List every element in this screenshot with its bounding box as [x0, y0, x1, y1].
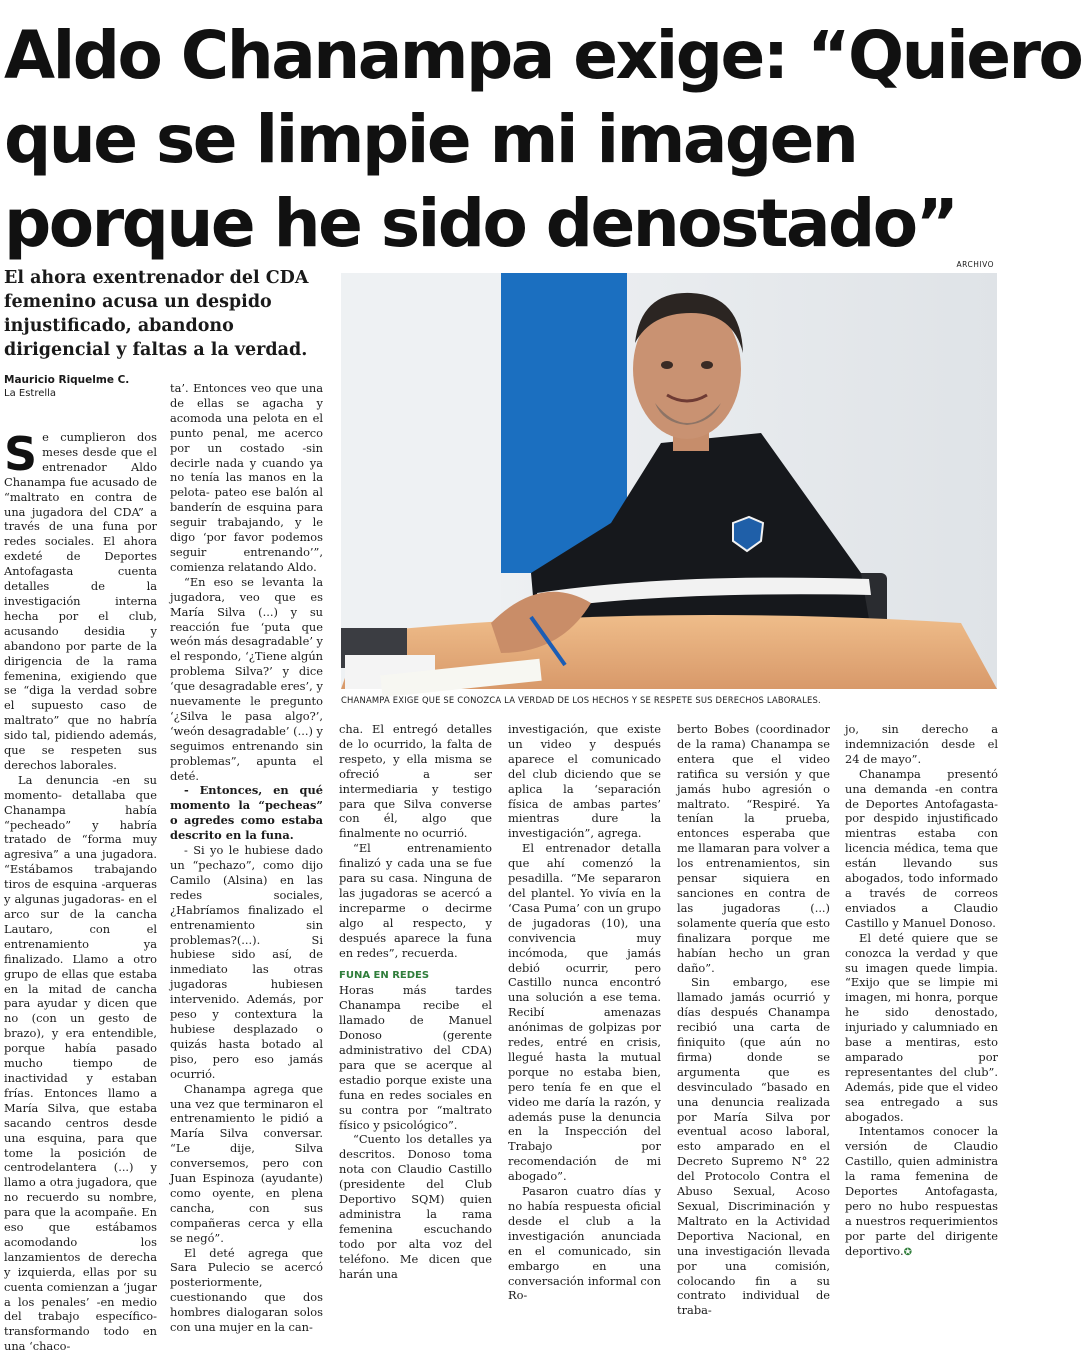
paragraph: cha. El entregó detalles de lo ocurrido, la falta de respeto, y ella misma se ofreció a ser intermediaria y testigo para que Silva converse con él, algo que finalmente no ocurrió. [339, 722, 492, 841]
closing-text: Intentamos conocer la versión de Claudio Castillo, quien administra la rama femenina de Deportes Antofagasta, pero no hubo respuestas a nuestros requerimientos por parte del dirigente deportivo. [845, 1124, 998, 1258]
paragraph [4, 427, 157, 773]
headline [4, 14, 1081, 266]
dropcap: S [4, 427, 38, 481]
byline-author: Mauricio Riquelme C. [4, 374, 130, 386]
photo-credit: ARCHIVO [956, 260, 994, 269]
paragraph: “En eso se levanta la jugadora, veo que es María Silva (...) y su reacción fue ‘puta que weón más desagradable’ y el respondo, ‘¿Tiene algún problema Silva?’ y dice ‘que desagradable eres’, y nuevamente le pregunto ‘¿Silva le pasa algo?’, ‘weón desagradable’ (...) y seguimos entrenando sin problemas”, apunta el deté. [170, 574, 323, 783]
paragraph [845, 1124, 998, 1260]
paragraph: jo, sin derecho a indemnización desde el 24 de mayo”. [845, 722, 998, 766]
deck: El ahora exentrenador del CDA femenino acusa un despido injustificado, abandono dirigencial y faltas a la verdad. [4, 268, 309, 360]
photo-caption: CHANAMPA EXIGE QUE SE CONOZCA LA VERDAD DE LOS HECHOS Y SE RESPETE SUS DERECHOS LABORALES. [341, 695, 821, 705]
column-2 [170, 381, 323, 1335]
headline-line-1: Aldo Chanampa exige: “Quiero [4, 17, 1081, 94]
paragraph: La denuncia -en su momento- detallaba que Chanampa había “pecheado” y habría tratado de “forma muy agresiva” a una jugadora. “Estábamos trabajando tiros de esquina -arqueras y algunas jugadoras- en el arco sur de la cancha Lautaro, con el entrenamiento ya finalizado. Llamo a otro grupo de ellas que estaba en la mitad de cancha para ayudar y dicen que no (con un gesto de brazo), y era entendible, porque había pasado mucho tiempo de inactividad y estaban frías. Entonces llamo a María Silva, que estaba sacando centros desde una esquina, para que tome la posición de centrodelantera (...) y llamo a otra jugadora, que no recuerdo su nombre, para que la acompañe. En eso que estábamos acomodando los lanzamientos de derecha y izquierda, ellas por su cuenta comienzan a ‘jugar a los penales’ -en medio del trabajo específico- transformando todo en una ‘chaco- [4, 772, 158, 1354]
left-eye [661, 361, 673, 369]
interview-question: - Entonces, en qué momento la “pecheas” o agredes como estaba descrito en la funa. [170, 783, 323, 843]
paragraph: El deté quiere que se conozca la verdad y que su imagen quede limpia. “Exijo que se limpie mi imagen, mi honra, porque he sido denostado, injuriado y calumniado en base a mentiras, esto amparado por representantes del club”. Además, pide que el video sea entregado a sus abogados. [845, 930, 998, 1124]
paragraph: berto Bobes (coordinador de la rama) Chanampa se entera que el video ratifica su versión y que jamás hubo agresión o maltrato. “Respiré. Ya tenían la prueba, entonces esperaba que me llamaran para volver a los entrenamientos, sin pensar siquiera en sanciones en contra de las jugadoras (...) solamente quería que esto finalizara porque me habían hecho un gran daño”. [677, 722, 830, 975]
end-mark-icon: ✪ [903, 1246, 912, 1258]
paragraph: Chanampa agrega que una vez que terminaron el entrenamiento le pidió a María Silva conversar. “Le dije, Silva conversemos, pero con Juan Espinoza (ayudante) como oyente, en plena cancha, con sus compañeras cerca y ella se negó”. [170, 1081, 323, 1245]
article-photo [341, 273, 997, 689]
paragraph: El deté agrega que Sara Pulecio se acercó posteriormente, cuestionando que dos hombres dialogaran solos con una mujer en la can- [170, 1245, 323, 1335]
column-4 [508, 722, 661, 1303]
right-eye [701, 361, 713, 369]
column-3 [339, 722, 492, 1281]
photo-illustration [341, 273, 997, 689]
paragraph: - Si yo le hubiese dado un “pechazo”, como dijo Camilo (Alsina) en las redes sociales, ¿Habríamos finalizado el entrenamiento sin problemas?(...). Si hubiese sido así, de inmediato las otras jugadoras hubiesen intervenido. Además, por peso y contextura la hubiese desplazado o quizás hasta botado al piso, pero eso jamás ocurrió. [170, 843, 323, 1081]
headline-line-2: que se limpie mi imagen [4, 101, 857, 178]
paragraph: Chanampa presentó una demanda -en contra de Deportes Antofagasta- por despido injustificado mientras estaba con licencia médica, tema que están llevando sus abogados, todo informado a través de correos enviados a Claudio Castillo y Manuel Donoso. [845, 766, 998, 930]
paragraph: El entrenador detalla que ahí comenzó la pesadilla. “Me separaron del plantel. Yo vivía en la ‘Casa Puma’ con un grupo de jugadoras (10), una convivencia muy incómoda, que jamás debió ocurrir, pero Castillo nunca encontró una solución a ese tema. Recibí amenazas anónimas de golpizas por redes, entré en crisis, llegué hasta la mutual porque no estaba bien, pero tenía fe en que el video me daría la razón, y además puse la denuncia en la Inspección del Trabajo por recomendación de mi abogado”. [508, 841, 661, 1184]
paragraph: ta’. Entonces veo que una de ellas se agacha y acomoda una pelota en el punto penal, me acerco por un costado -sin decirle nada y cuando ya no tenía las manos en la pelota- pateo ese balón al banderín de esquina para seguir trabajando, y le digo ‘por favor podemos seguir entrenando’”, comienza relatando Aldo. [170, 381, 323, 574]
column-1 [4, 427, 158, 1354]
headline-line-3: porque he sido denostado” [4, 185, 957, 262]
paragraph: investigación, que existe un video y después aparece el comunicado del club diciendo que se aplica la ‘separación física de ambas partes’ mientras dure la investigación”, agrega. [508, 722, 661, 841]
byline-outlet: La Estrella [4, 388, 57, 399]
paragraph: Pasaron cuatro días y no había respuesta oficial desde el club a la investigación anunciada en el comunicado, sin embargo en una conversación informal con Ro- [508, 1184, 661, 1303]
lead-text: e cumplieron dos meses desde que el entrenador Aldo Chanampa fue acusado de “maltrato en contra de una jugadora del CDA” a través de una funa por redes sociales. El ahora exdeté de Deportes Antofagasta cuenta detalles de la investigación interna hecha por el club, acusando desidia y abandono por parte de la dirigencia de la rama femenina, exigiendo que se “diga la verdad sobre el supuesto caso de maltrato” que no habría sido tal, pidiendo además, que se respeten sus derechos laborales. [4, 430, 157, 772]
column-5 [677, 722, 830, 1318]
paragraph: Horas más tardes Chanampa recibe el llamado de Manuel Donoso (gerente administrativo del CDA) para que se acerque al estadio porque existe una funa en redes sociales en su contra por “maltrato físico y psicológico”. [339, 983, 492, 1132]
paragraph: Sin embargo, ese llamado jamás ocurrió y días después Chanampa recibió una carta de finiquito (que aún no firma) donde se argumenta que es desvinculado “basado en una denuncia realizada por María Silva por eventual acoso laboral, esto amparado en el Decreto Supremo N° 22 del Protocolo Contra el Abuso Sexual, Acoso Sexual, Discriminación y Maltrato en la Actividad Deportiva Nacional, en una investigación llevada por una comisión, colocando fin a su contrato individual de traba- [677, 975, 830, 1318]
subhead: FUNA EN REDES [339, 969, 430, 981]
paragraph: “Cuento los detalles ya descritos. Donoso toma nota con Claudio Castillo (presidente del Club Deportivo SQM) quien administra la rama femenina escuchando todo por alta voz del teléfono. Me dicen que harán una [339, 1132, 492, 1281]
paragraph: “El entrenamiento finalizó y cada una se fue para su casa. Ninguna de las jugadoras se acercó a increparme o decirme algo al respecto, y después aparece la funa en redes”, recuerda. [339, 841, 492, 960]
column-6 [845, 722, 998, 1258]
